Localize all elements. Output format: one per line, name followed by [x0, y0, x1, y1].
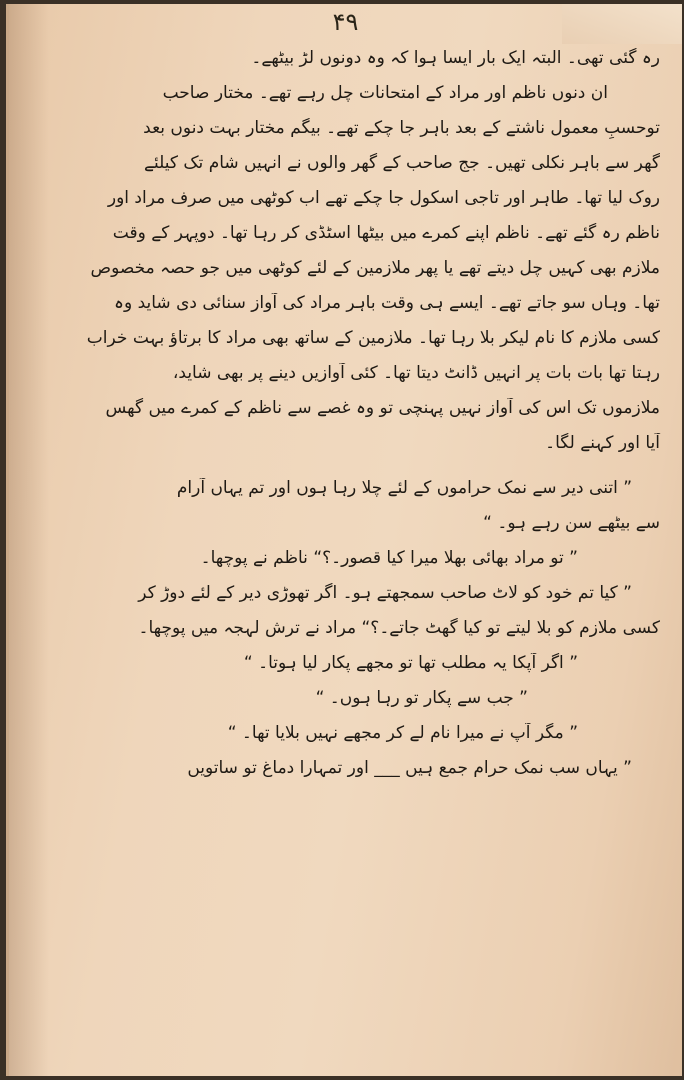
dialogue-line: ” اتنی دیر سے نمک حراموں کے لئے چلا رہا ہوں اور تم یہاں آرام — [176, 478, 632, 498]
text-line: کسی ملازم کو بلا لیتے تو کیا گھٹ جاتے۔؟“ مراد نے ترش لہجہ میں پوچھا۔ — [138, 618, 660, 638]
text-line: ملازم بھی کہیں چل دیتے تھے یا پھر ملازمین کے لئے کوٹھی میں جو حصہ مخصوص — [90, 258, 660, 278]
dialogue-line: ” جب سے پکار تو رہا ہوں۔ “ — [315, 688, 528, 708]
text-line: تھا۔ وہاں سو جاتے تھے۔ ایسے ہی وقت باہر مراد کی آواز سنائی دی شاید وہ — [114, 293, 660, 313]
dialogue-line: ” یہاں سب نمک حرام جمع ہیں ___ اور تمہارا دماغ تو ساتویں — [187, 758, 632, 778]
text-line: سے بیٹھے سن رہے ہو۔ “ — [483, 513, 660, 533]
text-line: رہتا تھا بات بات پر انہیں ڈانٹ دیتا تھا۔ کئی آوازیں دینے پر بھی شاید، — [172, 363, 660, 383]
text-line: آیا اور کہنے لگا۔ — [545, 433, 660, 453]
book-page — [6, 4, 682, 1076]
dialogue-line: ” اگر آپکا یہ مطلب تھا تو مجھے پکار لیا ہوتا۔ “ — [243, 653, 578, 673]
text-line: توحسبِ معمول ناشتے کے بعد باہر جا چکے تھے۔ بیگم مختار بہت دنوں بعد — [143, 118, 660, 138]
text-line: رہ گئی تھی۔ البتہ ایک بار ایسا ہوا کہ وہ دونوں لڑ بیٹھے۔ — [251, 48, 660, 68]
text-line: گھر سے باہر نکلی تھیں۔ جج صاحب کے گھر والوں نے انہیں شام تک کیلئے — [144, 153, 660, 173]
text-line: ناظم رہ گئے تھے۔ ناظم اپنے کمرے میں بیٹھا اسٹڈی کر رہا تھا۔ دوپہر کے وقت — [112, 223, 660, 243]
text-line: ملازموں تک اس کی آواز نہیں پہنچی تو وہ غصے سے ناظم کے کمرے میں گھس — [105, 398, 660, 418]
dialogue-line: ” تو مراد بھائی بھلا میرا کیا قصور۔؟“ ناظم نے پوچھا۔ — [200, 548, 578, 568]
text-line: ان دنوں ناظم اور مراد کے امتحانات چل رہے تھے۔ مختار صاحب — [162, 83, 608, 103]
dialogue-line: ” کیا تم خود کو لاٹ صاحب سمجھتے ہو۔ اگر تھوڑی دیر کے لئے دوڑ کر — [138, 583, 632, 603]
page-number: ۴۹ — [332, 8, 359, 36]
text-line: روک لیا تھا۔ طاہر اور تاجی اسکول جا چکے تھے اب کوٹھی میں صرف مراد اور — [107, 188, 660, 208]
dialogue-line: ” مگر آپ نے میرا نام لے کر مجھے نہیں بلایا تھا۔ “ — [227, 723, 578, 743]
text-line: کسی ملازم کا نام لیکر بلا رہا تھا۔ ملازمین کے ساتھ بھی مراد کا برتاؤ بہت خراب — [86, 328, 660, 348]
page-body — [23, 48, 668, 793]
